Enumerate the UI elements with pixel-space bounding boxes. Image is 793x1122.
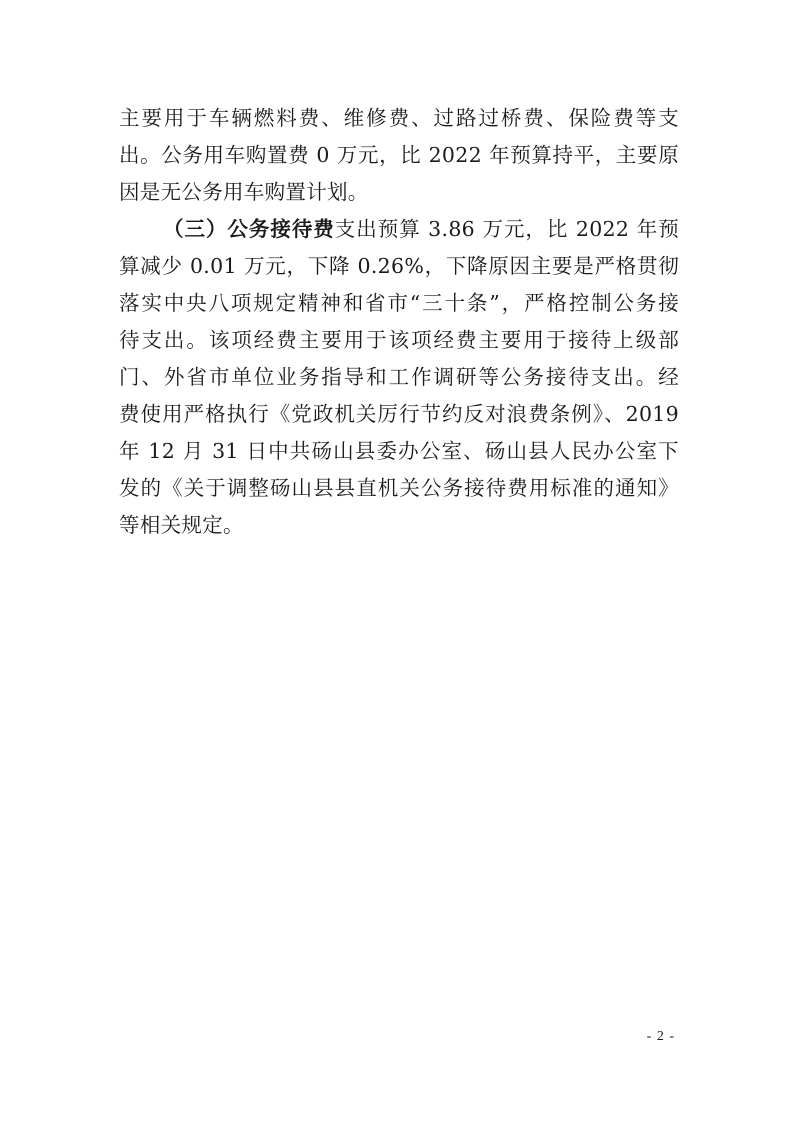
paragraph-line: 因是无公务用车购置计划。 — [119, 180, 369, 204]
paragraph-line: 主要用于车辆燃料费、维修费、过路过桥费、保险费等支 — [119, 106, 679, 130]
paragraph-line: 费使用严格执行《党政机关厉行节约反对浪费条例》、2019 — [119, 402, 679, 426]
paragraph-line: 门、外省市单位业务指导和工作调研等公务接待支出。经 — [119, 365, 679, 389]
page-number: - 2 - — [646, 1029, 675, 1044]
paragraph-line: 待支出。该项经费主要用于该项经费主要用于接待上级部 — [119, 328, 679, 352]
paragraph-line: 落实中央八项规定精神和省市“三十条”，严格控制公务接 — [119, 291, 679, 315]
body-text — [119, 100, 679, 544]
section-heading-line — [119, 211, 679, 248]
paragraph-line: 年 12 月 31 日中共砀山县委办公室、砀山县人民办公室下 — [119, 439, 679, 463]
paragraph-line: 算减少 0.01 万元，下降 0.26%，下降原因主要是严格贯彻 — [119, 254, 679, 278]
paragraph-line-rest: 支出预算 3.86 万元，比 2022 年预 — [334, 217, 679, 241]
paragraph-line: 出。公务用车购置费 0 万元，比 2022 年预算持平，主要原 — [119, 143, 679, 167]
paragraph-line: 等相关规定。 — [119, 513, 244, 537]
paragraph-line: 发的《关于调整砀山县县直机关公务接待费用标准的通知》 — [119, 476, 679, 500]
section-heading: （三）公务接待费 — [163, 217, 335, 241]
